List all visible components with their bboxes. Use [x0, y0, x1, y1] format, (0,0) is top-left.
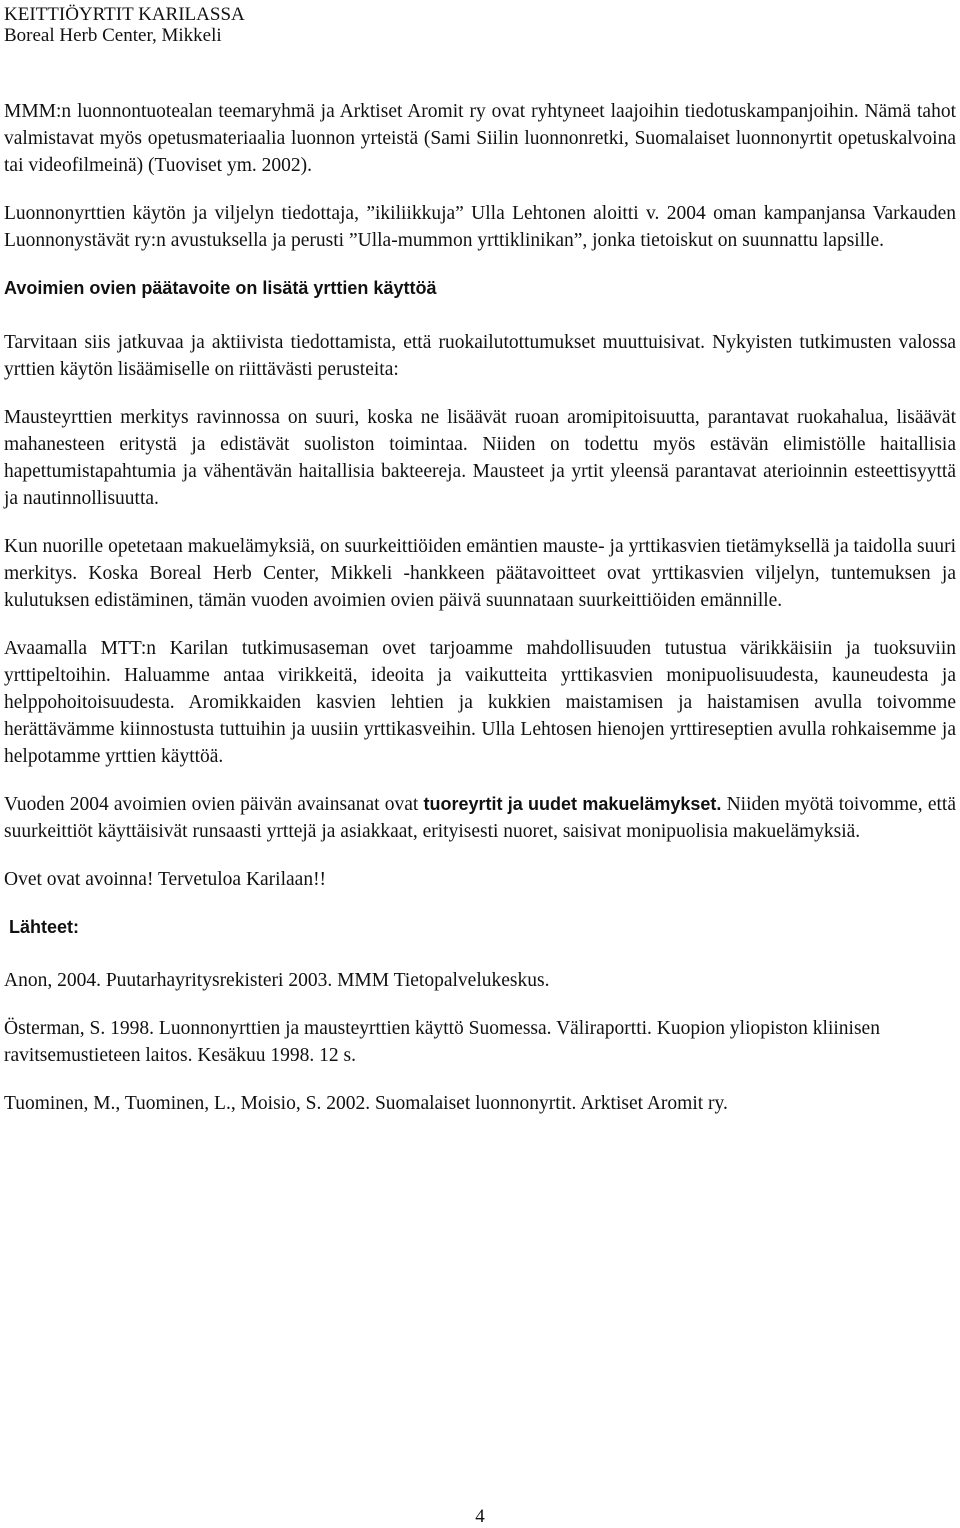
document-title: KEITTIÖYRTIT KARILASSA [4, 4, 245, 25]
paragraph-campaigns: MMM:n luonnontuotealan teemaryhmä ja Arktiset Aromit ry ovat ryhtyneet laajoihin tiedotuskampanjoihin. Nämä tahot valmistavat myös opetusmateriaalia luonnon yrteistä (Sami Siilin luonnonretki, Suomalaiset luonnonyrtit opetuskalvoina tai videofilmeinä) (Tuoviset ym. 2002). [4, 101, 956, 176]
paragraph-kitchen-staff: Kun nuorille opetetaan makuelämyksiä, on suurkeittiöiden emäntien mauste- ja yrttikasvien tietämyksellä ja taidolla suuri merkitys. Koska Boreal Herb Center, Mikkeli -hankkeen päätavoitteet ovat yrttikasvien viljelyn, tuntemuksen ja kulutuksen edistäminen, tämän vuoden avoimien ovien päivä suunnataan suurkeittiöiden emännille. [4, 536, 956, 611]
sources-heading: Lähteet: [9, 917, 80, 937]
reference-item: Anon, 2004. Puutarhayritysrekisteri 2003. MMM Tietopalvelukeskus. [4, 970, 550, 991]
document-header [4, 4, 245, 46]
paragraph-keywords [4, 791, 956, 845]
section-heading: Avoimien ovien päätavoite on lisätä yrttien käyttöä [4, 278, 437, 298]
keywords-bold-text: tuoreyrtit ja uudet makuelämykset. [423, 794, 722, 814]
paragraph-welcome: Ovet ovat avoinna! Tervetuloa Karilaan!! [4, 869, 327, 890]
keywords-trailing-text: Niiden myötä toivomme, että suurkeittiöt käyttäisivät runsaasti yrttejä ja asiakkaat, erityisesti nuoret, saisivat monipuolisia makuelämyksiä. [4, 794, 956, 842]
document-body [4, 98, 956, 1117]
keywords-lead-text: Vuoden 2004 avoimien ovien päivän avainsanat ovat [4, 794, 424, 815]
paragraph-ulla-lehtonen: Luonnonyrttien käytön ja viljelyn tiedottaja, ”ikiliikkuja” Ulla Lehtonen aloitti v. 2004 oman kampanjansa Varkauden Luonnonystävät ry:n avustuksella ja perusti ”Ulla-mummon yrttiklinikan”, jonka tietoiskut on suunnattu lapsille. [4, 203, 956, 251]
page-number: 4 [475, 1506, 485, 1527]
reference-item: Österman, S. 1998. Luonnonyrttien ja mausteyrttien käyttö Suomessa. Väliraportti. Kuopion yliopiston kliinisen ravitsemustieteen laitos. Kesäkuu 1998. 12 s. [4, 1018, 880, 1066]
reference-item: Tuominen, M., Tuominen, L., Moisio, S. 2002. Suomalaiset luonnonyrtit. Arktiset Aromit ry. [4, 1093, 728, 1114]
paragraph-open-doors: Avaamalla MTT:n Karilan tutkimusaseman ovet tarjoamme mahdollisuuden tutustua värikkäisiin ja tuoksuviin yrttipeltoihin. Haluamme antaa virikkeitä, ideoita ja vaikutteita yrttikasvien monipuolisuudesta, kauneudesta ja helppohoitoisuudesta. Aromikkaiden kasvien lehtien ja kukkien maistamisen ja haistamisen avulla toivomme herättävämme kiinnostusta tuttuihin ja uusiin yrttikasveihin. Ulla Lehtosen hienojen yrttireseptien avulla rohkaisemme ja helpotamme yrttien käyttöä. [4, 638, 956, 767]
paragraph-herb-benefits: Mausteyrttien merkitys ravinnossa on suuri, koska ne lisäävät ruoan aromipitoisuutta, parantavat ruokahalua, lisäävät mahanesteen eritystä ja edistävät suoliston toimintaa. Niiden on todettu myös estävän elimistölle haitallisia hapettumistapahtumia ja vähentävän haitallisia bakteereja. Mausteet ja yrtit yleensä parantavat aterioinnin esteettisyyttä ja nautinnollisuutta. [4, 407, 956, 509]
paragraph-information-need: Tarvitaan siis jatkuvaa ja aktiivista tiedottamista, että ruokailutottumukset muuttuisivat. Nykyisten tutkimusten valossa yrttien käytön lisäämiselle on riittävästi perusteita: [4, 332, 956, 380]
document-subtitle: Boreal Herb Center, Mikkeli [4, 25, 222, 46]
